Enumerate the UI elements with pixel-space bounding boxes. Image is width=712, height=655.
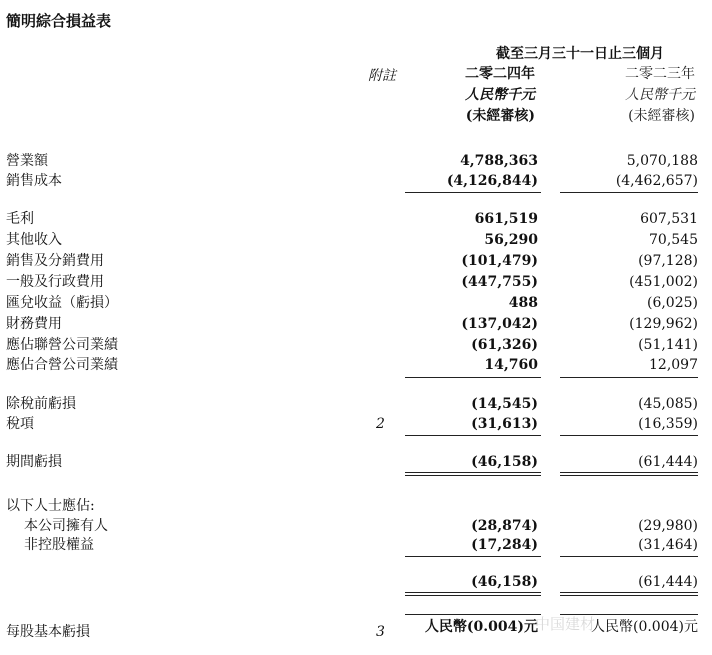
value-current-finance-costs: (137,042) (461, 316, 538, 332)
value-current-admin-expenses: (447,755) (461, 274, 538, 290)
period-header: 截至三月三十一日止三個月 (496, 46, 664, 62)
row-label-taxation: 稅項 (6, 416, 34, 432)
total-rule-prior-double (560, 595, 698, 596)
value-prior-share-of-jv: 12,097 (649, 357, 698, 373)
value-prior-non-controlling: (31,464) (638, 537, 698, 553)
value-prior-turnover: 5,070,188 (626, 153, 698, 169)
subtotal-rule-current (405, 435, 541, 436)
note-ref-loss-per-share: 3 (376, 624, 385, 640)
prior-year-header (565, 64, 695, 127)
current-audit-label: (未經審核) (465, 108, 535, 124)
value-current-cost-of-sales: (4,126,844) (446, 173, 538, 189)
total-rule-prior (560, 472, 698, 473)
row-label-loss-before-tax: 除稅前虧損 (6, 396, 76, 412)
value-prior-admin-expenses: (451,002) (629, 274, 698, 290)
value-current-share-of-jv: 14,760 (484, 357, 538, 373)
value-prior-loss-before-tax: (45,085) (638, 396, 698, 412)
row-label-share-of-jv: 應佔合營公司業績 (6, 357, 118, 373)
total-rule-prior (560, 592, 698, 593)
note-ref-taxation: 2 (376, 416, 385, 432)
value-prior-exchange-gain-loss: (6,025) (646, 295, 698, 311)
total-rule-prior-double (560, 475, 698, 476)
value-current-total-attributable: (46,158) (471, 574, 538, 590)
eps-rule-current (405, 614, 541, 615)
row-label-share-of-associates: 應佔聯營公司業績 (6, 337, 118, 353)
value-current-selling-expenses: (101,479) (461, 253, 538, 269)
watermark-text: 中国建材 (535, 615, 596, 633)
value-prior-other-income: 70,545 (649, 232, 698, 248)
value-prior-taxation: (16,359) (638, 416, 698, 432)
row-label-turnover: 營業額 (6, 153, 48, 169)
subtotal-rule-current (405, 556, 541, 557)
value-current-other-income: 56,290 (484, 232, 538, 248)
value-prior-share-of-associates: (51,141) (638, 337, 698, 353)
value-prior-loss-for-period: (61,444) (638, 454, 698, 470)
subtotal-rule-current (405, 192, 541, 193)
value-prior-cost-of-sales: (4,462,657) (615, 173, 698, 189)
prior-audit-label: (未經審核) (628, 108, 695, 124)
value-current-loss-before-tax: (14,545) (471, 396, 538, 412)
total-rule-current (405, 472, 541, 473)
value-prior-owners: (29,980) (638, 518, 698, 534)
value-prior-gross-profit: 607,531 (640, 211, 698, 227)
subtotal-rule-prior (560, 192, 698, 193)
row-label-other-income: 其他收入 (6, 232, 62, 248)
row-label-attributable-to: 以下人士應佔: (6, 498, 95, 514)
current-unit-label: 人民幣千元 (465, 87, 535, 103)
statement-title: 簡明綜合損益表 (6, 12, 112, 30)
value-current-share-of-associates: (61,326) (471, 337, 538, 353)
row-label-non-controlling: 非控股權益 (24, 537, 94, 553)
current-year-label: 二零二四年 (465, 66, 535, 82)
subtotal-rule-prior (560, 377, 698, 378)
row-label-cost-of-sales: 銷售成本 (6, 173, 62, 189)
value-current-gross-profit: 661,519 (474, 211, 538, 227)
row-label-exchange-gain-loss: 匯兌收益（虧損） (6, 295, 118, 311)
total-rule-current-double (405, 595, 541, 596)
row-label-admin-expenses: 一般及行政費用 (6, 274, 104, 290)
value-prior-finance-costs: (129,962) (629, 316, 698, 332)
value-current-turnover: 4,788,363 (460, 153, 538, 169)
row-label-selling-expenses: 銷售及分銷費用 (6, 253, 104, 269)
subtotal-rule-prior (560, 435, 698, 436)
prior-year-label: 二零二三年 (625, 66, 695, 82)
row-label-finance-costs: 財務費用 (6, 316, 62, 332)
value-current-non-controlling: (17,284) (471, 537, 538, 553)
row-label-owners: 本公司擁有人 (24, 518, 108, 534)
value-prior-selling-expenses: (97,128) (638, 253, 698, 269)
total-rule-current-double (405, 475, 541, 476)
value-current-loss-for-period: (46,158) (471, 454, 538, 470)
value-current-exchange-gain-loss: 488 (508, 295, 538, 311)
value-prior-total-attributable: (61,444) (638, 574, 698, 590)
value-current-loss-per-share: 人民幣(0.004)元 (424, 619, 538, 635)
subtotal-rule-prior (560, 556, 698, 557)
current-year-header (405, 64, 535, 127)
row-label-gross-profit: 毛利 (6, 211, 34, 227)
note-column-header: 附註 (368, 68, 396, 84)
prior-unit-label: 人民幣千元 (625, 87, 695, 103)
row-label-basic-loss-per-share: 每股基本虧損 (6, 624, 90, 640)
value-current-owners: (28,874) (471, 518, 538, 534)
value-prior-loss-per-share: 人民幣(0.004)元 (590, 619, 698, 635)
row-label-loss-for-period: 期間虧損 (6, 454, 62, 470)
total-rule-current (405, 592, 541, 593)
subtotal-rule-current (405, 377, 541, 378)
value-current-taxation: (31,613) (471, 416, 538, 432)
